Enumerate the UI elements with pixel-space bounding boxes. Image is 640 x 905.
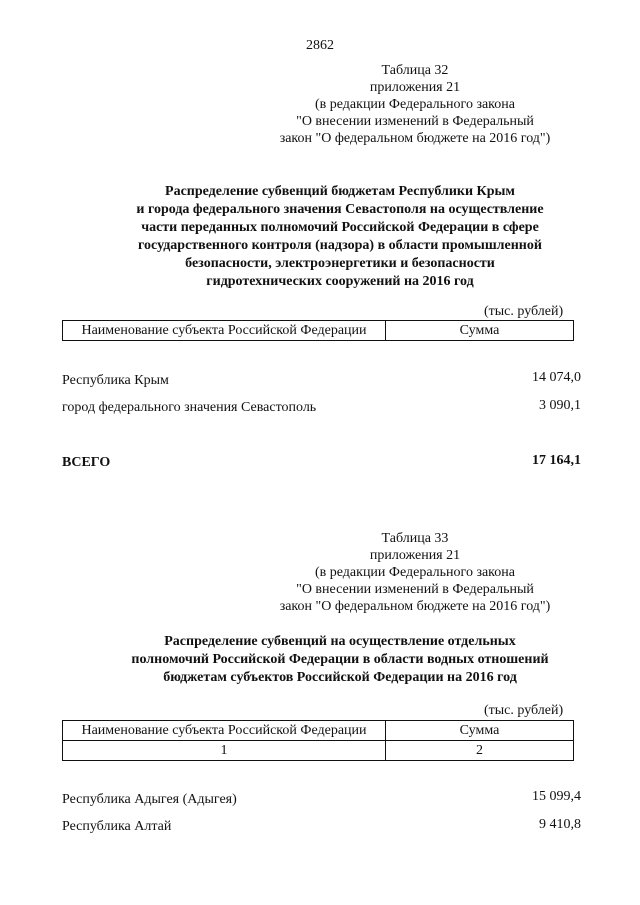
table32-edition-line2: "О внесении изменений в Федеральный [296,114,534,129]
table33-title [40,633,640,687]
table32-title [40,183,640,291]
table33-row-name: Республика Алтай [62,819,172,834]
table32-header-sum: Сумма [386,321,574,341]
table33-row-value: 15 099,4 [532,789,581,804]
page-number: 2862 [306,38,334,53]
table32-title-line: части переданных полномочий Российской Федерации в сфере [141,220,539,235]
table33-title-line: бюджетам субъектов Российской Федерации на 2016 год [163,670,517,685]
table32-row-name: город федерального значения Севастополь [62,400,317,415]
table32-header [62,320,574,341]
table33-row-name: Республика Адыгея (Адыгея) [62,792,237,807]
table32-edition-line1: (в редакции Федерального закона [315,97,515,112]
table33-title-line: Распределение субвенций на осуществление отдельных [164,634,516,649]
table32-title-line: государственного контроля (надзора) в области промышленной [138,238,542,253]
table32-row-value: 14 074,0 [532,370,581,385]
table33-col-number-sum: 2 [386,741,574,761]
table32-total-value: 17 164,1 [532,453,581,468]
table33-appendix-note [250,530,580,615]
table32-header-name: Наименование субъекта Российской Федерации [63,321,386,341]
table33-row-value: 9 410,8 [539,817,581,832]
table32-units: (тыс. рублей) [484,304,564,319]
table33-units: (тыс. рублей) [484,703,564,718]
table32-edition-line3: закон "О федеральном бюджете на 2016 год") [279,131,551,146]
table32-title-line: безопасности, электроэнергетики и безопасности [185,256,495,271]
table32-appendix-note [250,62,580,147]
table33-edition-line2: "О внесении изменений в Федеральный [296,582,534,597]
table32-row-value: 3 090,1 [539,398,581,413]
table33-table-label: Таблица 33 [381,531,449,546]
table33-edition-line3: закон "О федеральном бюджете на 2016 год") [279,599,551,614]
table32-total-label: ВСЕГО [62,455,111,470]
table33-header-sum: Сумма [386,721,574,741]
table32-title-line: и города федерального значения Севастополя на осуществление [136,202,544,217]
table32-title-line: Распределение субвенций бюджетам Республики Крым [165,184,515,199]
table33-header-name: Наименование субъекта Российской Федерации [63,721,386,741]
table33-header [62,720,574,761]
table33-title-line: полномочий Российской Федерации в области водных отношений [131,652,549,667]
table33-col-number-name: 1 [63,741,386,761]
table33-edition-line1: (в редакции Федерального закона [315,565,515,580]
table32-row-name: Республика Крым [62,373,169,388]
table32-appendix-label: приложения 21 [369,80,461,95]
table32-table-label: Таблица 32 [381,63,449,78]
table32-title-line: гидротехнических сооружений на 2016 год [206,274,474,289]
table33-appendix-label: приложения 21 [369,548,461,563]
